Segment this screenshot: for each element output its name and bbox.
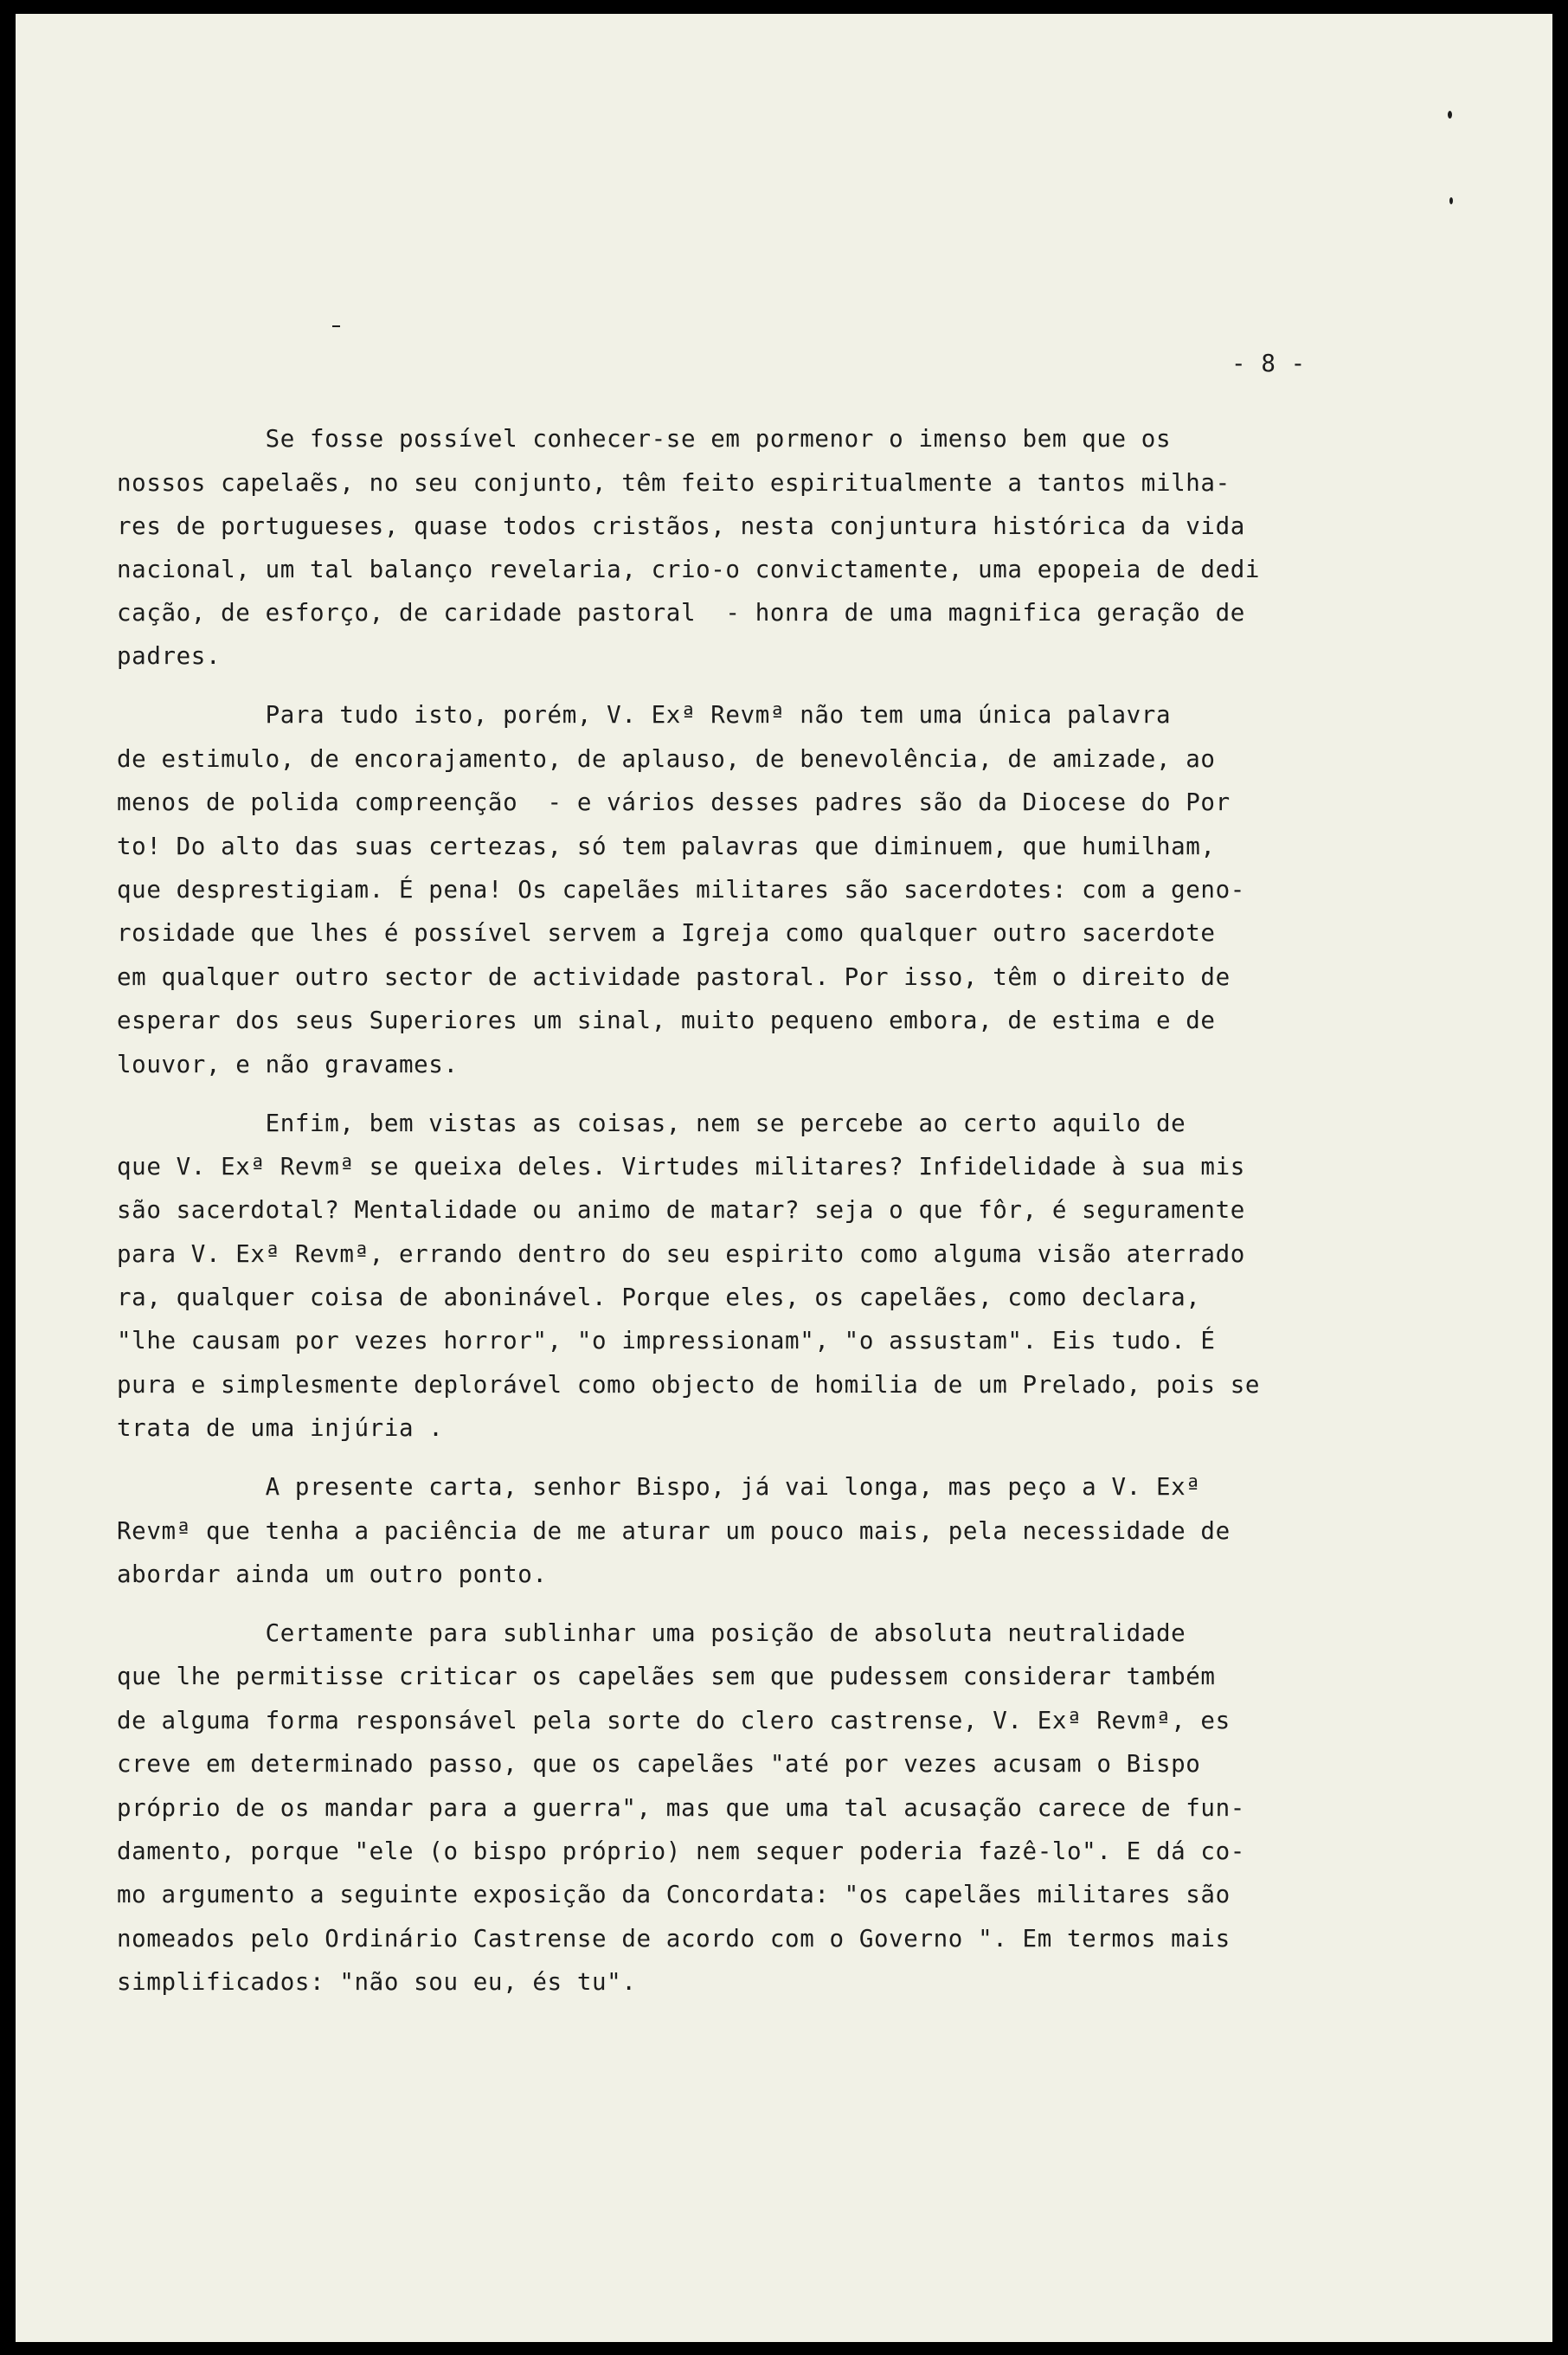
text-line: de estimulo, de encorajamento, de aplauso, de benevolência, de amizade, ao [117, 745, 1216, 773]
text-line: Para tudo isto, porém, V. Exª Revmª não tem uma única palavra [117, 701, 1172, 729]
text-line: rosidade que lhes é possível servem a Igreja como qualquer outro sacerdote [117, 919, 1216, 947]
text-line: para V. Exª Revmª, errando dentro do seu espirito como alguma visão aterrado [117, 1240, 1245, 1268]
text-line: trata de uma injúria . [117, 1414, 444, 1442]
text-line: que desprestigiam. É pena! Os capelães militares são sacerdotes: com a geno- [117, 876, 1245, 904]
text-line: que lhe permitisse criticar os capelães sem que pudessem considerar também [117, 1663, 1216, 1690]
letter-page [16, 14, 1552, 2342]
text-line: esperar dos seus Superiores um sinal, muito pequeno embora, de estima e de [117, 1007, 1216, 1034]
text-line: nacional, um tal balanço revelaria, crio-o convictamente, uma epopeia de dedi [117, 556, 1261, 583]
text-line: são sacerdotal? Mentalidade ou animo de matar? seja o que fôr, é seguramente [117, 1196, 1245, 1224]
text-line: que V. Exª Revmª se queixa deles. Virtudes militares? Infidelidade à sua mis [117, 1153, 1245, 1181]
text-line: nomeados pelo Ordinário Castrense de acordo com o Governo ". Em termos mais [117, 1925, 1231, 1953]
text-line: próprio de os mandar para a guerra", mas que uma tal acusação carece de fun- [117, 1794, 1245, 1822]
text-line: em qualquer outro sector de actividade pastoral. Por isso, têm o direito de [117, 963, 1231, 991]
text-line: de alguma forma responsável pela sorte do clero castrense, V. Exª Revmª, es [117, 1707, 1231, 1734]
text-line: nossos capelaẽs, no seu conjunto, têm feito espiritualmente a tantos milha- [117, 469, 1231, 497]
text-line: Enfim, bem vistas as coisas, nem se percebe ao certo aquilo de [117, 1110, 1186, 1137]
text-line: A presente carta, senhor Bispo, já vai longa, mas peço a V. Exª [117, 1473, 1201, 1501]
margin-mark-lower [1449, 197, 1453, 204]
text-line: louvor, e não gravames. [117, 1051, 459, 1078]
text-line: ra, qualquer coisa de aboninável. Porque eles, os capelães, como declara, [117, 1284, 1201, 1311]
text-line: abordar ainda um outro ponto. [117, 1560, 548, 1588]
text-line: Certamente para sublinhar uma posição de absoluta neutralidade [117, 1619, 1186, 1647]
text-line: pura e simplesmente deplorável como objecto de homilia de um Prelado, pois se [117, 1371, 1261, 1399]
stray-mark [332, 325, 340, 327]
text-line: cação, de esforço, de caridade pastoral - honra de uma magnifica geração de [117, 599, 1245, 627]
text-line: res de portugueses, quase todos cristãos, nesta conjuntura histórica da vida [117, 512, 1245, 540]
text-line: to! Do alto das suas certezas, só tem palavras que diminuem, que humilham, [117, 833, 1216, 860]
page-number: - 8 - [1231, 350, 1306, 377]
text-line: Se fosse possível conhecer-se em pormenor o imenso bem que os [117, 425, 1172, 453]
text-line: "lhe causam por vezes horror", "o impressionam", "o assustam". Eis tudo. É [117, 1327, 1216, 1354]
text-line: simplificados: "não sou eu, és tu". [117, 1968, 637, 1996]
margin-mark-top [1448, 111, 1452, 119]
text-line: creve em determinado passo, que os capelães "até por vezes acusam o Bispo [117, 1750, 1201, 1778]
text-line: mo argumento a seguinte exposição da Concordata: "os capelães militares são [117, 1881, 1231, 1908]
text-line: damento, porque "ele (o bispo próprio) nem sequer poderia fazê-lo". E dá co- [117, 1837, 1245, 1865]
text-line: Revmª que tenha a paciência de me aturar um pouco mais, pela necessidade de [117, 1517, 1231, 1545]
text-line: padres. [117, 642, 222, 670]
text-line: menos de polida compreenção - e vários desses padres são da Diocese do Por [117, 788, 1231, 816]
